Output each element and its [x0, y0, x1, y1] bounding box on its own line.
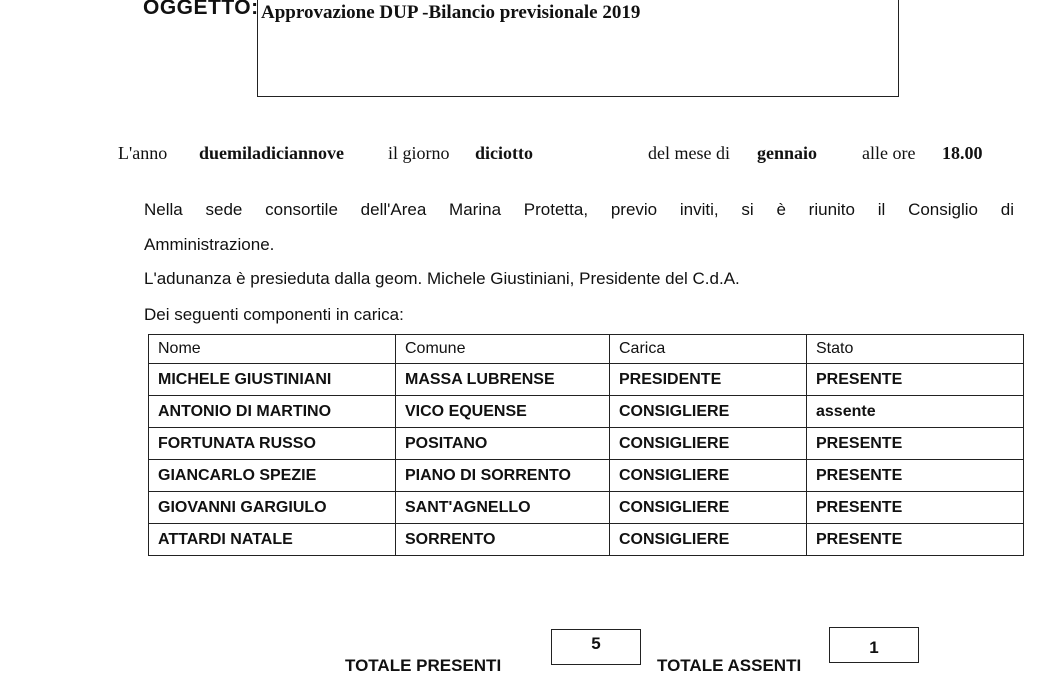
cell-carica: CONSIGLIERE [610, 524, 807, 556]
totale-presenti-label: TOTALE PRESENTI [345, 656, 502, 675]
anno-label: L'anno [118, 143, 168, 163]
cell-carica: CONSIGLIERE [610, 396, 807, 428]
cell-stato: PRESENTE [807, 524, 1024, 556]
cell-comune: PIANO DI SORRENTO [396, 460, 610, 492]
cell-carica: CONSIGLIERE [610, 460, 807, 492]
members-table [148, 334, 1024, 556]
header-nome: Nome [149, 335, 396, 364]
table-row [149, 460, 1024, 492]
cell-nome: FORTUNATA RUSSO [149, 428, 396, 460]
cell-comune: POSITANO [396, 428, 610, 460]
table-header-row [149, 335, 1024, 364]
table-row [149, 524, 1024, 556]
paragraph-sede-cont: Amministrazione. [144, 235, 275, 254]
table-row [149, 396, 1024, 428]
cell-stato: PRESENTE [807, 460, 1024, 492]
giorno-value: diciotto [475, 143, 533, 163]
mese-label: del mese di [648, 143, 730, 163]
cell-stato: PRESENTE [807, 428, 1024, 460]
cell-stato: PRESENTE [807, 492, 1024, 524]
table-row [149, 428, 1024, 460]
totale-assenti-box: 1 [829, 627, 919, 663]
ore-value: 18.00 [942, 143, 983, 163]
anno-value: duemiladiciannove [199, 143, 345, 163]
cell-comune: SORRENTO [396, 524, 610, 556]
cell-stato: assente [807, 396, 1024, 428]
header-stato: Stato [807, 335, 1024, 364]
oggetto-text: Approvazione DUP -Bilancio previsionale 2019 [261, 2, 641, 23]
totale-presenti-box: 5 [551, 629, 641, 665]
cell-carica: CONSIGLIERE [610, 492, 807, 524]
cell-stato: PRESENTE [807, 364, 1024, 396]
table-row [149, 492, 1024, 524]
header-comune: Comune [396, 335, 610, 364]
cell-nome: ANTONIO DI MARTINO [149, 396, 396, 428]
cell-comune: VICO EQUENSE [396, 396, 610, 428]
totale-assenti-label: TOTALE ASSENTI [657, 656, 802, 675]
table-row [149, 364, 1024, 396]
cell-comune: SANT'AGNELLO [396, 492, 610, 524]
cell-carica: CONSIGLIERE [610, 428, 807, 460]
cell-nome: ATTARDI NATALE [149, 524, 396, 556]
cell-nome: GIANCARLO SPEZIE [149, 460, 396, 492]
mese-value: gennaio [757, 143, 818, 163]
cell-nome: GIOVANNI GARGIULO [149, 492, 396, 524]
cell-nome: MICHELE GIUSTINIANI [149, 364, 396, 396]
paragraph-componenti: Dei seguenti componenti in carica: [144, 305, 404, 324]
paragraph-presidenza: L'adunanza è presieduta dalla geom. Michele Giustiniani, Presidente del C.d.A. [144, 269, 740, 288]
cell-carica: PRESIDENTE [610, 364, 807, 396]
ore-label: alle ore [862, 143, 916, 163]
oggetto-label: OGGETTO: [143, 0, 259, 19]
giorno-label: il giorno [388, 143, 450, 163]
header-carica: Carica [610, 335, 807, 364]
paragraph-sede: Nella sede consortile dell'Area Marina Protetta, previo inviti, si è riunito il Consiglio di [144, 200, 1014, 219]
cell-comune: MASSA LUBRENSE [396, 364, 610, 396]
